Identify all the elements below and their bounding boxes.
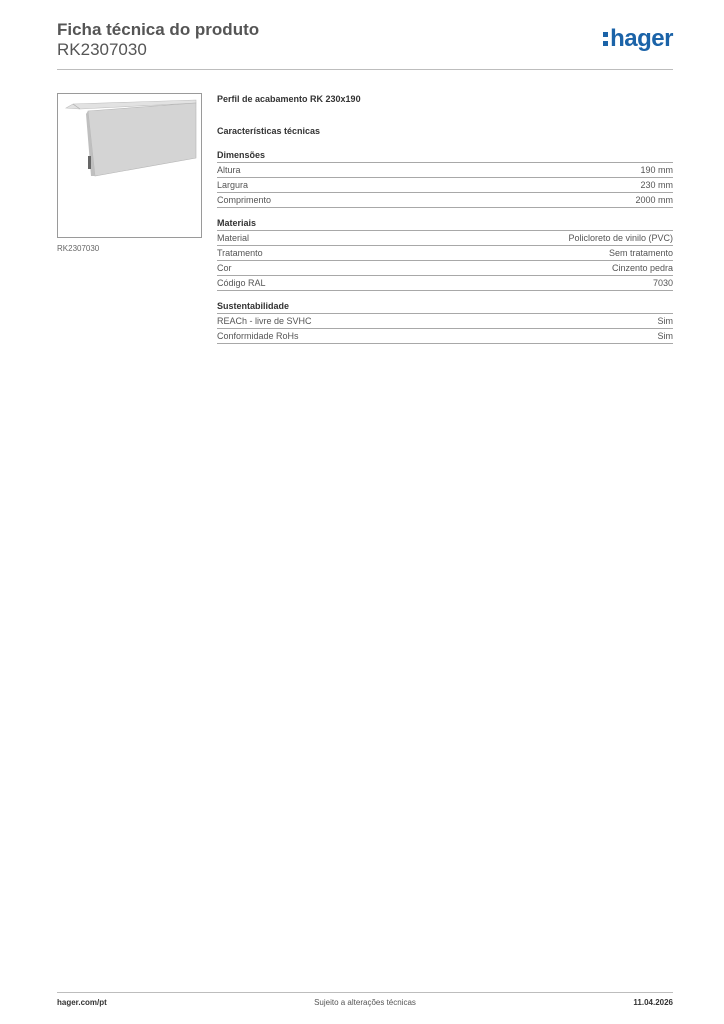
spec-value: 7030 [652,278,673,288]
section-title: Características técnicas [217,126,321,136]
product-code: RK2307030 [57,40,147,59]
header-divider [57,69,673,70]
product-profile-icon [58,94,201,237]
spec-label: Comprimento [217,195,272,205]
logo-dots-icon [603,32,608,46]
group-materials [217,217,673,291]
spec-row [217,276,673,291]
logo-text: hager [610,25,673,52]
page-header [57,20,673,60]
spec-value: Sim [657,316,673,326]
spec-row [217,193,673,208]
spec-row [217,261,673,276]
hager-logo [603,26,673,52]
group-title: Sustentabilidade [217,300,673,314]
product-name: Perfil de acabamento RK 230x190 [217,94,361,104]
spec-row [217,163,673,178]
spec-value: 190 mm [640,165,673,175]
spec-label: Cor [217,263,232,273]
product-image [57,93,202,238]
group-dimensions [217,149,673,208]
spec-label: Largura [217,180,249,190]
spec-label: Tratamento [217,248,263,258]
spec-row [217,178,673,193]
image-caption: RK2307030 [57,244,100,253]
footer-url-link[interactable]: hager.com/pt [57,998,107,1007]
spec-label: Altura [217,165,241,175]
specification-content [217,93,673,353]
spec-value: 230 mm [640,180,673,190]
footer-note: Sujeito a alterações técnicas [314,998,416,1007]
group-sustainability [217,300,673,344]
spec-row [217,314,673,329]
spec-value: Cinzento pedra [611,263,673,273]
spec-row [217,231,673,246]
spec-label: REACh - livre de SVHC [217,316,312,326]
footer-date: 11.04.2026 [633,998,673,1007]
spec-label: Material [217,233,250,243]
spec-value: Policloreto de vinilo (PVC) [568,233,673,243]
footer-divider [57,992,673,993]
spec-value: 2000 mm [635,195,673,205]
spec-value: Sim [657,331,673,341]
spec-row [217,329,673,344]
group-title: Materiais [217,217,673,231]
spec-label: Conformidade RoHs [217,331,299,341]
group-title: Dimensões [217,149,673,163]
spec-value: Sem tratamento [608,248,673,258]
spec-label: Código RAL [217,278,266,288]
spec-row [217,246,673,261]
document-title: Ficha técnica do produto [57,20,260,39]
